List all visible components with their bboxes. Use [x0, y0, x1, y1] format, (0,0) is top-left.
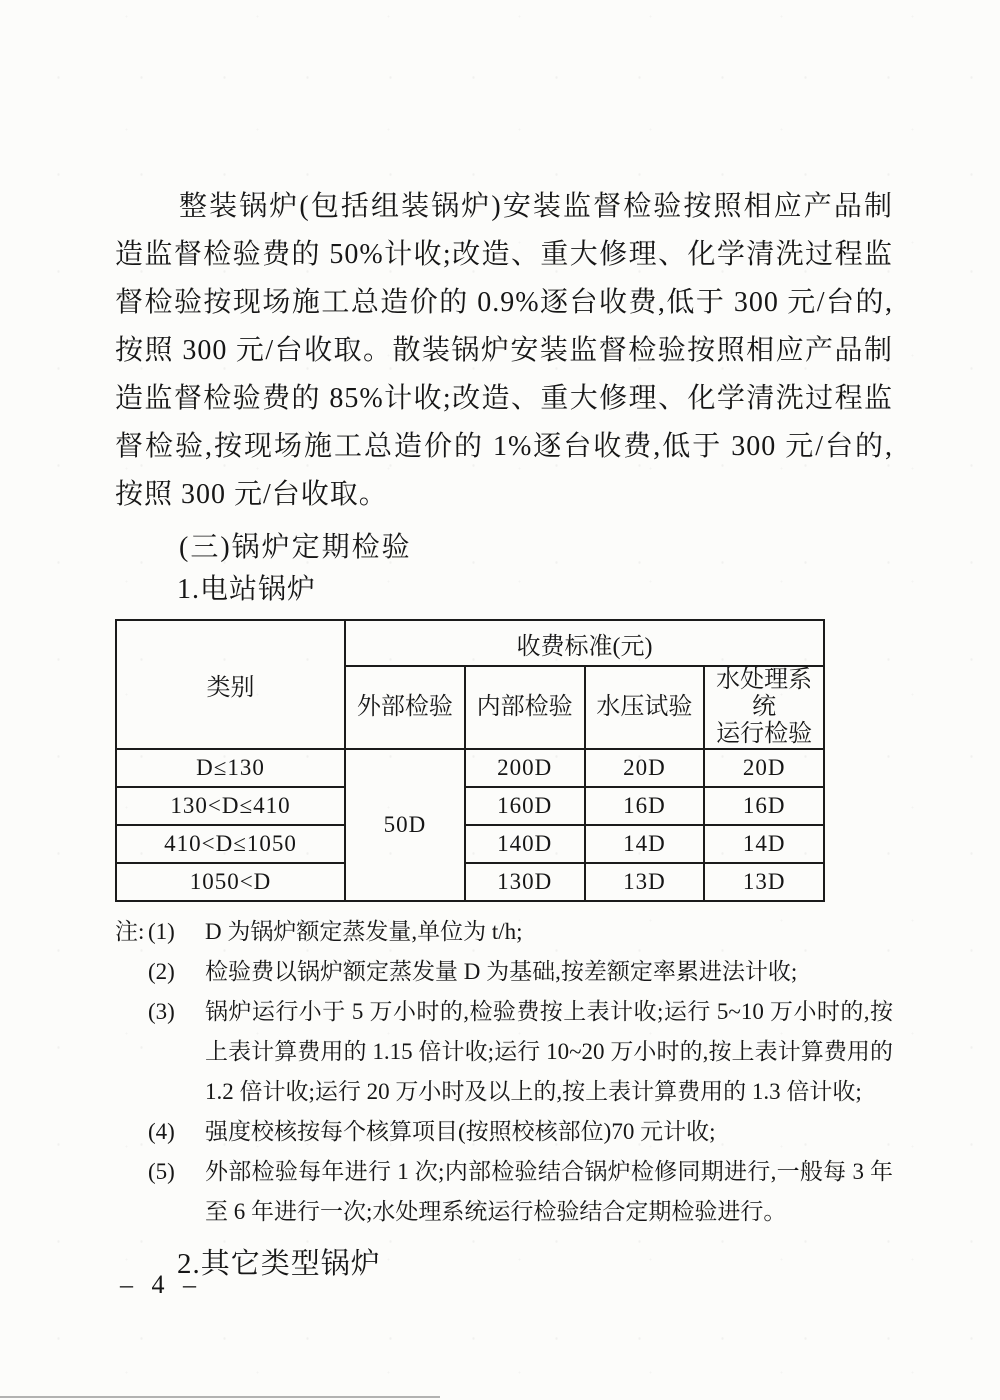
subheading-other-boiler-types: 2.其它类型锅炉 — [177, 1248, 381, 1280]
cell-category: D≤130 — [116, 749, 345, 787]
cell-hydraulic: 20D — [585, 749, 705, 787]
note-marker-1: (1) — [148, 919, 175, 944]
notes-label: 注: — [115, 919, 145, 944]
note-text-4: 强度校核按每个核算项目(按照校核部位)70 元计收; — [205, 1119, 716, 1144]
scan-artifact-bottom-edge — [0, 1396, 440, 1398]
table-header-row-top — [116, 620, 824, 666]
cell-internal: 160D — [465, 787, 585, 825]
cell-water: 13D — [704, 863, 824, 901]
section-heading-periodic-inspection: (三)锅炉定期检验 — [179, 532, 412, 563]
note-text-2: 检验费以锅炉额定蒸发量 D 为基础,按差额定率累进法计收; — [205, 959, 798, 984]
table-row-d-le-130 — [116, 749, 824, 787]
header-cell-internal-inspection: 内部检验 — [465, 666, 585, 749]
cell-hydraulic: 13D — [585, 863, 705, 901]
notes-section — [115, 912, 893, 1232]
table-row-410-1050 — [116, 825, 824, 863]
header-cell-category: 类别 — [116, 620, 345, 749]
cell-internal: 140D — [465, 825, 585, 863]
note-marker-3: (3) — [148, 999, 175, 1024]
header-cell-hydraulic-test: 水压试验 — [585, 666, 705, 749]
note-text-3: 锅炉运行小于 5 万小时的,检验费按上表计收;运行 5~10 万小时的,按上表计算费用的 1.15 倍计收;运行 10~20 万小时的,按上表计算费用的 1.2 倍计收;运行 20 万小时及以上的,按上表计算费用的 1.3 倍计收; — [205, 999, 893, 1104]
note-marker-4: (4) — [148, 1119, 175, 1144]
cell-internal: 130D — [465, 863, 585, 901]
cell-water: 14D — [704, 825, 824, 863]
note-text-5: 外部检验每年进行 1 次;内部检验结合锅炉检修同期进行,一般每 3 年至 6 年进行一次;水处理系统运行检验结合定期检验进行。 — [205, 1159, 893, 1224]
cell-external-inspection-merged: 50D — [345, 749, 465, 901]
note-item-4 — [115, 1112, 893, 1152]
header-cell-fee-standard: 收费标准(元) — [345, 620, 824, 666]
subheading-power-station-boiler: 1.电站锅炉 — [177, 574, 317, 605]
note-item-3 — [115, 992, 893, 1112]
cell-hydraulic: 16D — [585, 787, 705, 825]
note-marker-2: (2) — [148, 959, 175, 984]
fee-standard-table — [115, 619, 825, 902]
table-row-130-410 — [116, 787, 824, 825]
note-marker-5: (5) — [148, 1159, 175, 1184]
paragraph-boiler-installation-fees: 整装锅炉(包括组装锅炉)安装监督检验按照相应产品制造监督检验费的 50%计收;改造、重大修理、化学清洗过程监督检验按现场施工总造价的 0.9%逐台收费,低于 300 元/台的,按照 300 元/台收取。散装锅炉安装监督检验按照相应产品制造监督检验费的 85%计收;改造、重大修理、化学清洗过程监督检验,按现场施工总造价的 1%逐台收费,低于 300 元/台的,按照 300 元/台收取。 — [115, 191, 893, 510]
cell-hydraulic: 14D — [585, 825, 705, 863]
table-row-1050-plus — [116, 863, 824, 901]
note-item-5 — [115, 1152, 893, 1232]
header-cell-external-inspection: 外部检验 — [345, 666, 465, 749]
cell-water: 16D — [704, 787, 824, 825]
document-content — [115, 183, 893, 1286]
note-item-1 — [115, 912, 893, 952]
header-water-treatment-line2: 运行检验 — [716, 721, 813, 747]
header-water-treatment-line1: 水处理系统 — [716, 667, 813, 720]
note-item-2 — [115, 952, 893, 992]
note-text-1: D 为锅炉额定蒸发量,单位为 t/h; — [205, 919, 523, 944]
page-number: – 4 – — [120, 1270, 202, 1299]
cell-category: 130<D≤410 — [116, 787, 345, 825]
cell-water: 20D — [704, 749, 824, 787]
cell-internal: 200D — [465, 749, 585, 787]
header-cell-water-treatment — [704, 666, 824, 749]
cell-category: 1050<D — [116, 863, 345, 901]
cell-category: 410<D≤1050 — [116, 825, 345, 863]
